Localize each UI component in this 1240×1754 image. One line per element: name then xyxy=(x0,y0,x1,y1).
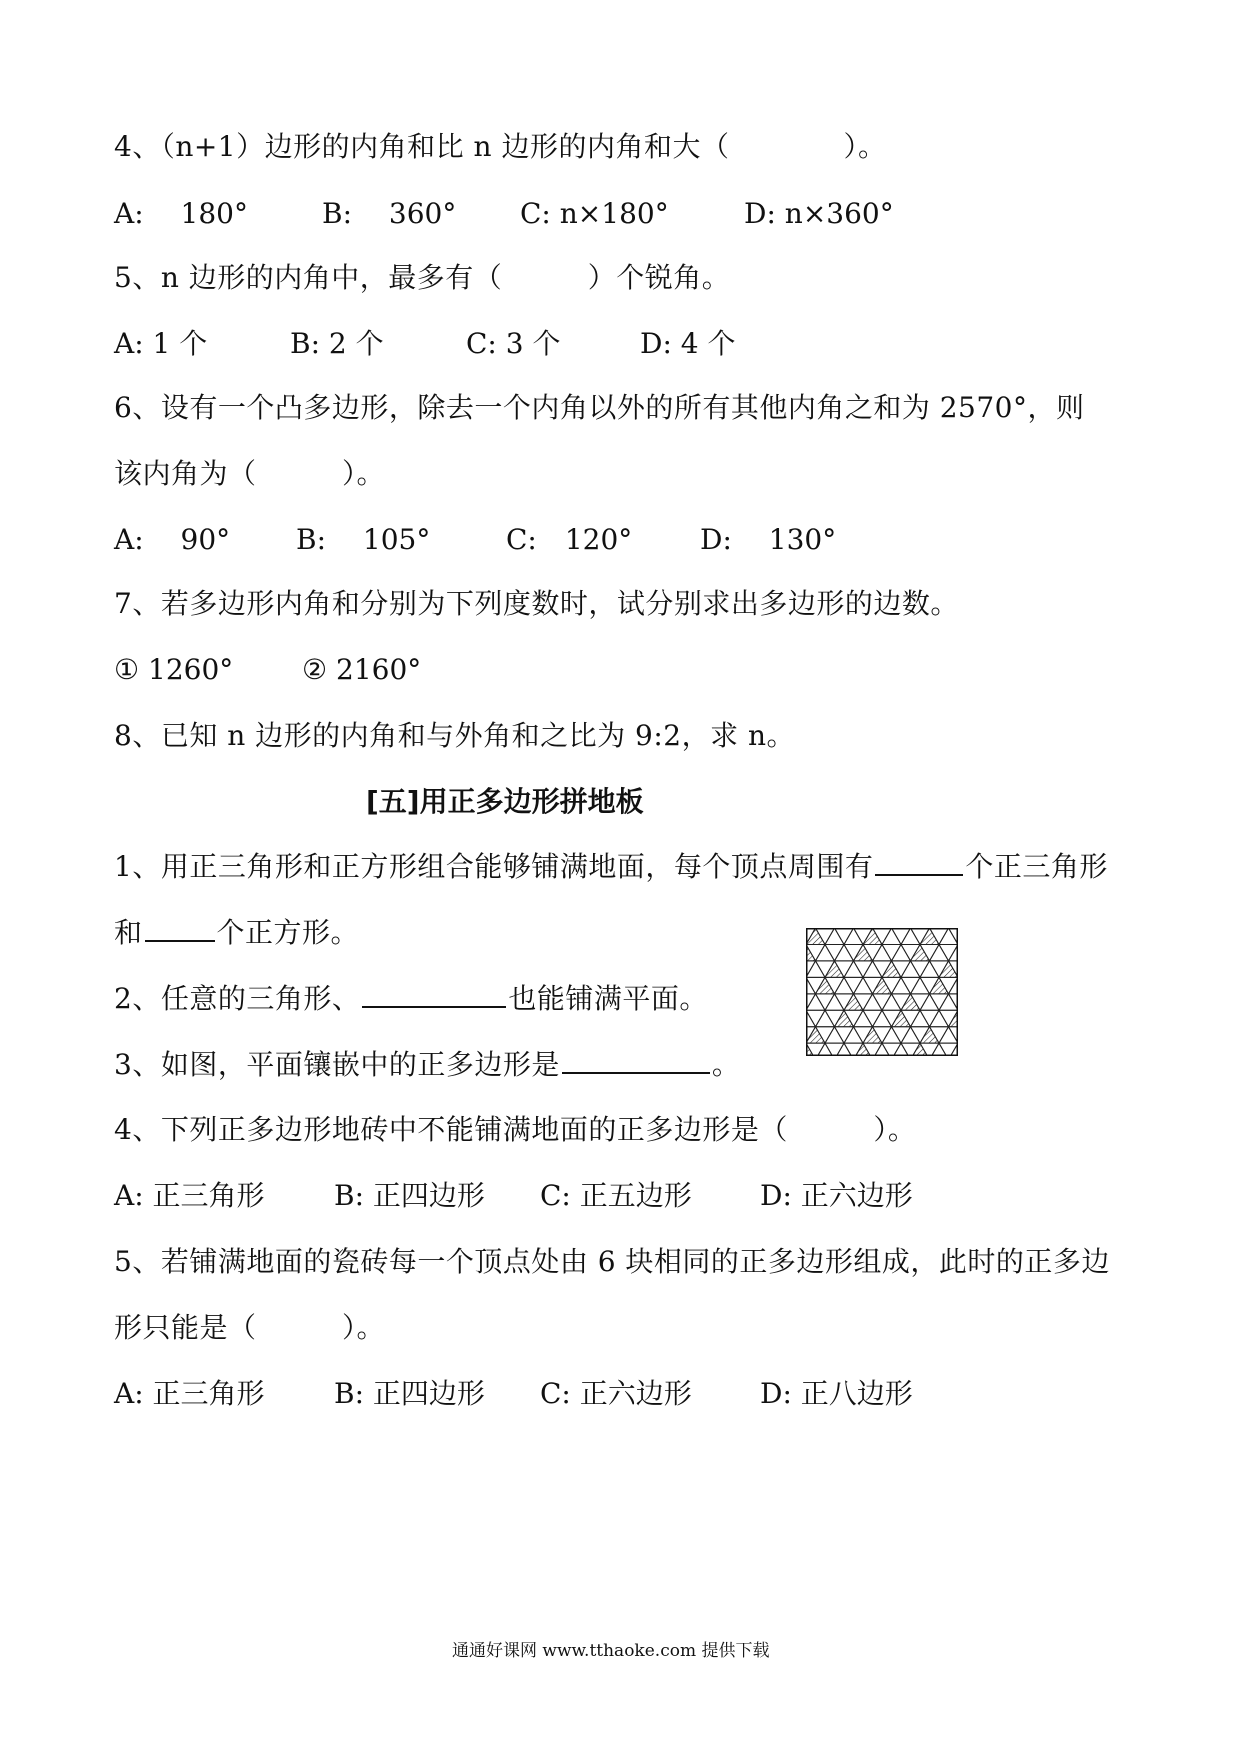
tile-triangle xyxy=(920,961,939,977)
tile-triangle xyxy=(911,944,930,960)
tile-triangle xyxy=(816,944,835,960)
option-a: A: 180° xyxy=(114,197,248,230)
tile-triangle xyxy=(882,961,901,977)
tile-triangle xyxy=(901,961,920,977)
tile-triangle xyxy=(873,994,892,1010)
tile-triangle xyxy=(873,977,892,993)
tile-triangle xyxy=(930,944,949,960)
tile-triangle xyxy=(892,1010,911,1026)
option-c: C: 正六边形 xyxy=(540,1377,692,1410)
tile-triangle xyxy=(825,928,844,944)
footer-credit: 通通好课网 www.tthaoke.com 提供下载 xyxy=(452,1641,770,1661)
tile-triangle xyxy=(854,977,873,993)
tile-triangle xyxy=(854,944,873,960)
tile-triangle xyxy=(844,994,863,1010)
s1-line2-part2: 个正方形。 xyxy=(216,916,360,949)
tile-triangle xyxy=(835,944,854,960)
item-2: ② 2160° xyxy=(302,653,422,686)
s2-part1: 2、任意的三角形、 xyxy=(114,982,361,1015)
tile-triangle xyxy=(901,977,920,993)
option-d: D: n×360° xyxy=(744,197,894,230)
option-a: A: 90° xyxy=(114,523,231,556)
option-c: C: 正五边形 xyxy=(540,1179,692,1212)
tile-triangle xyxy=(863,1010,882,1026)
tile-triangle xyxy=(835,1010,854,1026)
tile-triangle xyxy=(939,961,958,977)
option-c: C: n×180° xyxy=(520,197,669,230)
option-d: D: 4 个 xyxy=(640,327,736,360)
tile-triangle xyxy=(892,928,911,944)
tile-triangle xyxy=(882,994,901,1010)
tile-triangle xyxy=(873,944,892,960)
tile-triangle xyxy=(806,1010,825,1026)
option-d: D: 130° xyxy=(700,523,837,556)
option-a: A: 正三角形 xyxy=(114,1179,265,1212)
tile-triangle xyxy=(873,1010,892,1026)
tile-triangle xyxy=(825,1043,844,1056)
tile-triangle xyxy=(901,1027,920,1043)
tile-triangle xyxy=(882,1043,901,1056)
s1-line2-part1: 和 xyxy=(114,916,143,949)
tile-triangle xyxy=(939,994,958,1010)
question-6-line-1: 6、设有一个凸多边形，除去一个内角以外的所有其他内角之和为 2570°，则 xyxy=(114,391,1085,424)
option-a: A: 1 个 xyxy=(114,327,208,360)
s2-part2: 也能铺满平面。 xyxy=(508,982,708,1015)
section-question-1-line-2 xyxy=(114,914,359,951)
tile-triangle xyxy=(816,994,835,1010)
option-c: C: 3 个 xyxy=(466,327,561,360)
tile-triangle xyxy=(825,994,844,1010)
section-question-5-line-1: 5、若铺满地面的瓷砖每一个顶点处由 6 块相同的正多边形组成，此时的正多边 xyxy=(114,1245,1110,1278)
tile-triangle xyxy=(930,994,949,1010)
tile-triangle xyxy=(863,994,882,1010)
tile-triangle xyxy=(911,961,930,977)
tile-triangle xyxy=(930,1010,949,1026)
tile-triangle xyxy=(844,961,863,977)
tile-triangle xyxy=(892,1027,911,1043)
tile-triangle xyxy=(863,961,882,977)
section-question-1-line-1 xyxy=(114,848,1108,885)
tile-triangle xyxy=(854,961,873,977)
tile-triangle xyxy=(901,928,920,944)
tile-triangle xyxy=(939,928,958,944)
tile-triangle xyxy=(901,994,920,1010)
question-7: 7、若多边形内角和分别为下列度数时，试分别求出多边形的边数。 xyxy=(114,587,959,620)
tile-triangle xyxy=(892,944,911,960)
tile-triangle xyxy=(844,1027,863,1043)
option-b: B: 正四边形 xyxy=(334,1179,485,1212)
item-1: ① 1260° xyxy=(114,653,234,686)
tile-triangle xyxy=(920,994,939,1010)
tile-triangle xyxy=(825,1027,844,1043)
answer-blank[interactable] xyxy=(875,848,963,876)
answer-blank[interactable] xyxy=(362,980,506,1008)
tile-triangle xyxy=(806,994,825,1010)
tile-triangle xyxy=(844,928,863,944)
tile-triangle xyxy=(835,928,854,944)
question-6-line-2: 该内角为（ ）。 xyxy=(114,457,386,490)
tile-triangle xyxy=(911,1010,930,1026)
tile-triangle xyxy=(806,1027,825,1043)
tile-triangle xyxy=(911,977,930,993)
option-d: D: 正八边形 xyxy=(760,1377,913,1410)
tile-triangle xyxy=(854,1010,873,1026)
tessellation-figure xyxy=(806,928,958,1056)
option-b: B: 360° xyxy=(322,197,457,230)
tile-triangle xyxy=(863,928,882,944)
question-4: 4、（n+1）边形的内角和比 n 边形的内角和大（ ）。 xyxy=(114,130,887,163)
option-b: B: 105° xyxy=(296,523,431,556)
tile-triangle xyxy=(939,1027,958,1043)
tile-triangle xyxy=(939,1043,958,1056)
section-question-2 xyxy=(114,980,708,1017)
tile-triangle xyxy=(939,944,958,960)
tile-triangle xyxy=(882,928,901,944)
tile-triangle xyxy=(863,1027,882,1043)
tile-triangle xyxy=(920,1027,939,1043)
tile-triangle xyxy=(844,977,863,993)
section-question-5-line-2: 形只能是（ ）。 xyxy=(114,1311,386,1344)
tile-triangle xyxy=(835,977,854,993)
question-5: 5、n 边形的内角中，最多有（ ）个锐角。 xyxy=(114,261,731,294)
tile-triangle xyxy=(816,1010,835,1026)
tile-triangle xyxy=(882,944,901,960)
section-title: [五]用正多边形拼地板 xyxy=(366,785,644,818)
tile-triangle xyxy=(825,944,844,960)
section-question-4: 4、下列正多边形地砖中不能铺满地面的正多边形是（ ）。 xyxy=(114,1113,917,1146)
s1-part1: 1、用正三角形和正方形组合能够铺满地面，每个顶点周围有 xyxy=(114,850,874,883)
s3-part1: 3、如图，平面镶嵌中的正多边形是 xyxy=(114,1048,560,1081)
tile-triangle xyxy=(892,977,911,993)
option-c: C: 120° xyxy=(506,523,633,556)
option-b: B: 正四边形 xyxy=(334,1377,485,1410)
answer-blank[interactable] xyxy=(145,914,215,942)
s3-part2: 。 xyxy=(711,1048,741,1081)
tile-triangle xyxy=(825,961,844,977)
tile-triangle xyxy=(930,977,949,993)
tile-triangle xyxy=(882,1027,901,1043)
tile-triangle xyxy=(920,1010,939,1026)
tile-triangle xyxy=(816,977,835,993)
option-a: A: 正三角形 xyxy=(114,1377,265,1410)
section-question-3 xyxy=(114,1046,740,1083)
tile-triangle xyxy=(920,928,939,944)
option-d: D: 正六边形 xyxy=(760,1179,913,1212)
answer-blank[interactable] xyxy=(562,1046,710,1074)
tile-triangle xyxy=(806,961,825,977)
tile-triangle xyxy=(806,928,825,944)
s1-part2: 个正三角形 xyxy=(965,850,1108,883)
question-8: 8、已知 n 边形的内角和与外角和之比为 9:2，求 n。 xyxy=(114,719,796,752)
tile-triangle xyxy=(835,1027,854,1043)
option-b: B: 2 个 xyxy=(290,327,384,360)
